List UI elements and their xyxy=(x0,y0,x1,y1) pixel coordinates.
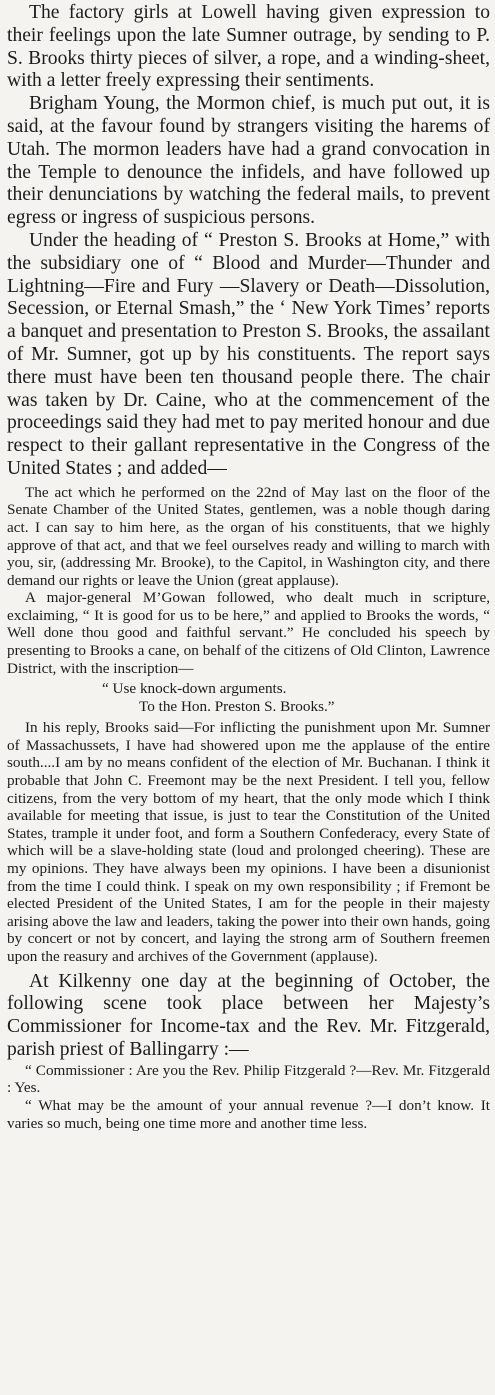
quote-dr-caine: The act which he performed on the 22nd of May last on the floor of the Senate Chamber of the United States, gentlemen, was a noble though daring act. I can say to him here, as the organ of his constituents, that we highly approve of that act, and that we feel ourselves ready and willing to march with you, sir, (addressing Mr. Brooke), to the Capitol, in Washington city, and there demand our rights or leave the Union (great applause). xyxy=(7,483,490,589)
paragraph-preston-brooks-at-home: Under the heading of “ Preston S. Brooks at Home,” with the subsidiary one of “ Blood and Murder—Thunder and Lightning—Fire and Fury —Slavery or Death—Dissolution, Secession, or Eternal Smash,” the ‘ New York Times’ reports a banquet and presentation to Preston S. Brooks, the assailant of Mr. Sumner, got up by his constituents. The report says there must have been ten thousand people there. The chair was taken by Dr. Caine, who at the commencement of the proceedings said they had met to pay merited honour and due respect to their gallant representative in the Congress of the United States ; and added— xyxy=(7,229,490,479)
paragraph-lowell-factory-girls: The factory girls at Lowell having given expression to their feelings upon the late Sumner outrage, by sending to P. S. Brooks thirty pieces of silver, a rope, and a winding-sheet, with a letter freely expressing their sentiments. xyxy=(7,2,490,92)
paragraph-kilkenny: At Kilkenny one day at the beginning of October, the following scene took place between her Majesty’s Commissioner for Income-tax and the Rev. Mr. Fitzgerald, parish priest of Ballingarry :— xyxy=(7,970,490,1060)
dialogue-line-1: “ Commissioner : Are you the Rev. Philip Fitzgerald ?—Rev. Mr. Fitzgerald : Yes. xyxy=(7,1061,490,1097)
paragraph-brooks-reply: In his reply, Brooks said—For inflicting the punishment upon Mr. Sumner of Massachussets, I have had showered upon me the applause of the entire south....I am by no means confident of the election of Mr. Buchanan. I think it probable that John C. Freemont may be the next President. I tell you, fellow citizens, from the very bottom of my heart, that the only mode which I think available for meeting that issue, is just to tear the Constitution of the United States, trample it under foot, and form a Southern Confederacy, every State of which will be a slave-holding state (loud and prolonged cheering). These are my opinions. They have always been my opinions. I have been a disunionist from the time I could think. I speak on my own responsibility ; if Fremont be elected President of the United States, I am for the people in their majesty arising above the law and leaders, taking the power into their own hands, going by concert or not by concert, and laying the strong arm of Southern freemen upon the reasury and archives of the Government (applause). xyxy=(7,719,490,965)
paragraph-mcgowan: A major-general M’Gowan followed, who dealt much in scripture, exclaiming, “ It is good for us to be here,” and applied to Brooks the words, “ Well done thou good and faithful servant.” He concluded his speech by presenting to Brooks a cane, on behalf of the citizens of Old Clinton, Lawrence District, with the inscription— xyxy=(7,589,490,677)
paragraph-brigham-young: Brigham Young, the Mormon chief, is much put out, it is said, at the favour found by strangers visiting the harems of Utah. The mormon leaders have had a grand convocation in the Temple to denounce the infidels, and have followed up their denunciations by watching the federal mails, to prevent egress or ingress of suspicious persons. xyxy=(7,93,490,229)
cane-inscription-line-2: To the Hon. Preston S. Brooks.” xyxy=(139,698,335,716)
cane-inscription-line-1: “ Use knock-down arguments. xyxy=(102,680,287,698)
dialogue-line-2: “ What may be the amount of your annual revenue ?—I don’t know. It varies so much, being one time more and another time less. xyxy=(7,1096,490,1132)
